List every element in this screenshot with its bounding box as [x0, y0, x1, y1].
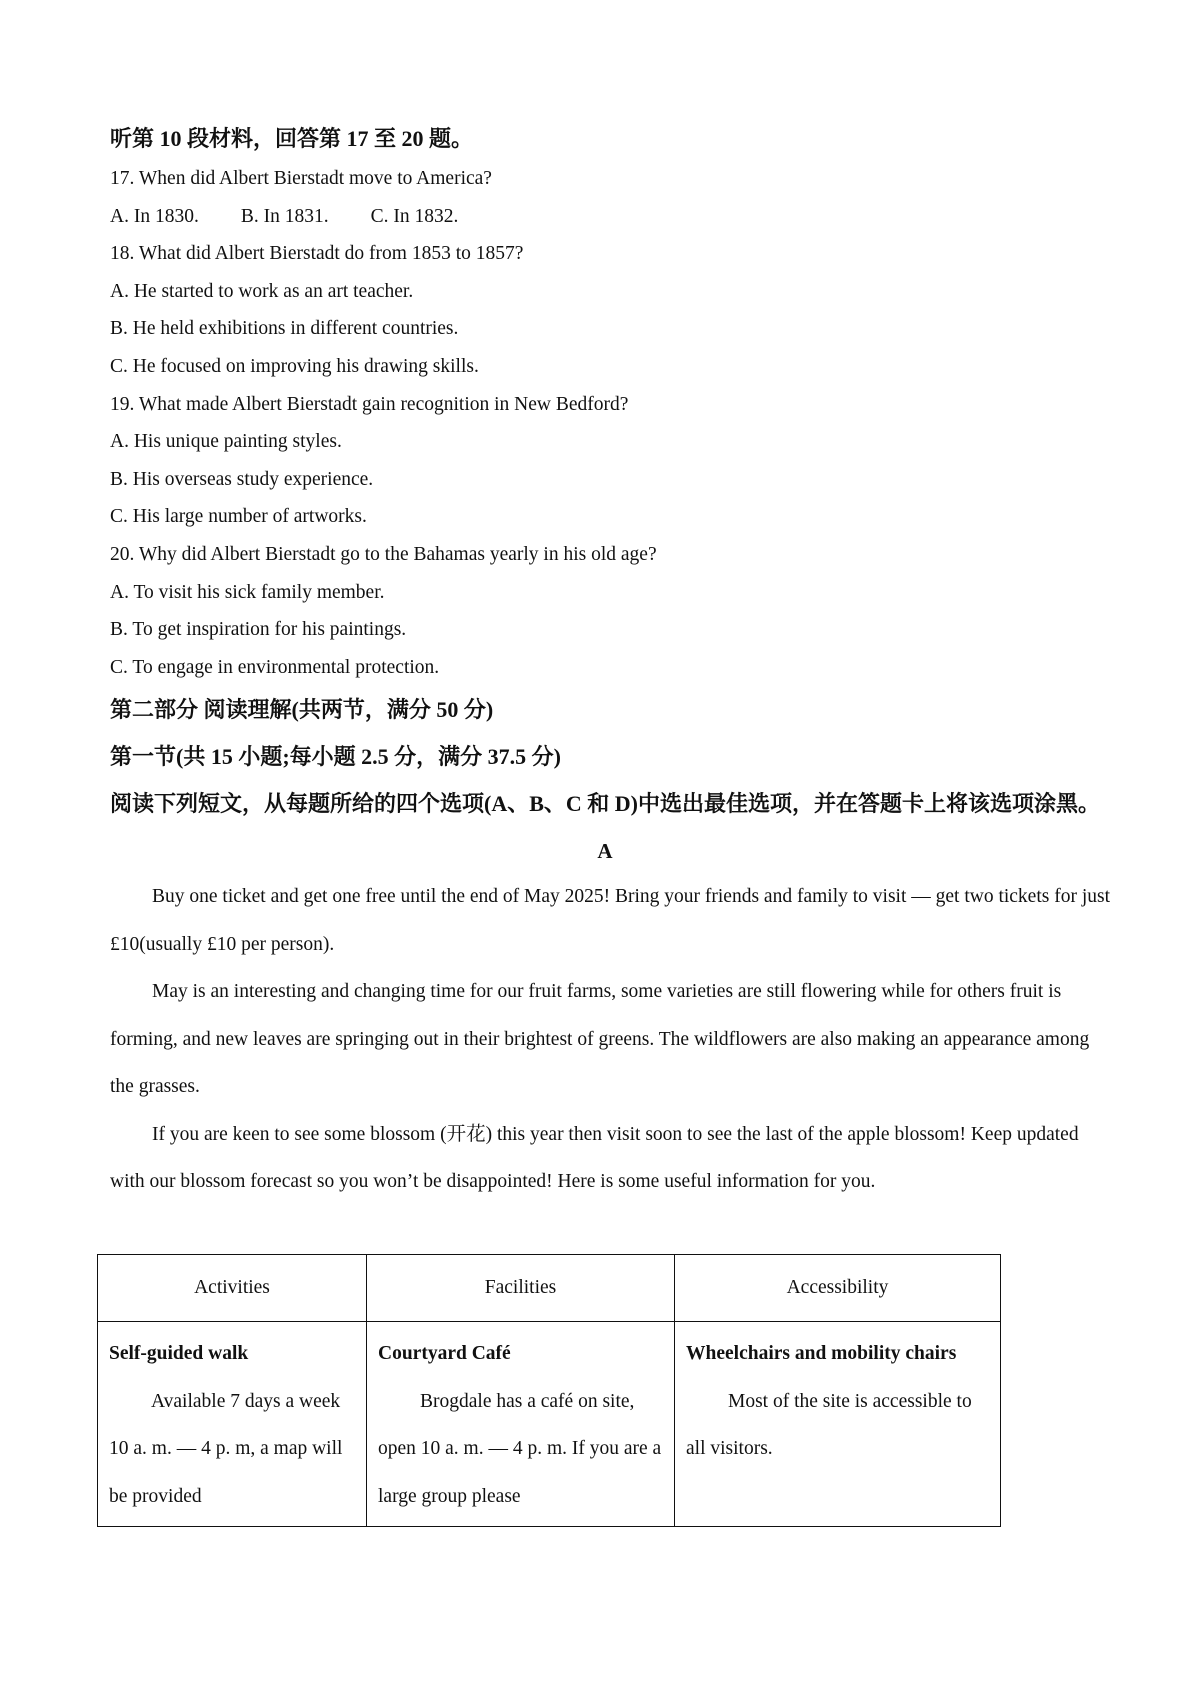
reading-instruction: 阅读下列短文，从每题所给的四个选项(A、B、C 和 D)中选出最佳选项，并在答题卡上将该选项涂黑。 — [110, 791, 1100, 817]
option-18c: C. He focused on improving his drawing skills. — [110, 355, 479, 377]
cell-title: Courtyard Café — [378, 1343, 511, 1364]
cell-title: Wheelchairs and mobility chairs — [686, 1343, 957, 1364]
option-20b: B. To get inspiration for his paintings. — [110, 619, 407, 641]
question-17-options — [110, 198, 1110, 236]
passage-paragraph-3: If you are keen to see some blossom (开花) this year then visit soon to see the last of the apple blossom! Keep updated with our blossom forecast so you won’t be disappointed! Here is some useful information for you. — [110, 1123, 1079, 1193]
table-cell-accessibility — [675, 1322, 1001, 1527]
page-content — [110, 118, 1110, 1206]
listening-heading: 听第 10 段材料，回答第 17 至 20 题。 — [110, 126, 474, 151]
header-activities: Activities — [98, 1255, 367, 1322]
header-accessibility: Accessibility — [675, 1255, 1001, 1322]
option-20a: A. To visit his sick family member. — [110, 581, 385, 603]
option-17a: A. In 1830. — [110, 205, 199, 227]
option-18a: A. He started to work as an art teacher. — [110, 280, 414, 302]
cell-text: Brogdale has a café on site, open 10 a. m. — 4 p. m. If you are a large group please — [378, 1390, 662, 1507]
header-facilities: Facilities — [367, 1255, 675, 1322]
passage-paragraph-1: Buy one ticket and get one free until the end of May 2025! Bring your friends and family to visit — get two tickets for just £10(usually £10 per person). — [110, 886, 1111, 955]
option-19c: C. His large number of artworks. — [110, 506, 367, 528]
option-17c: C. In 1832. — [370, 205, 459, 227]
option-20c: C. To engage in environmental protection. — [110, 656, 440, 678]
passage-title: A — [597, 839, 613, 864]
option-19b: B. His overseas study experience. — [110, 468, 374, 490]
cell-text: Most of the site is accessible to all visitors. — [686, 1390, 972, 1459]
option-18b: B. He held exhibitions in different countries. — [110, 318, 459, 340]
question-19: 19. What made Albert Bierstadt gain recognition in New Bedford? — [110, 393, 629, 415]
passage-paragraph-2: May is an interesting and changing time for our fruit farms, some varieties are still flowering while for others fruit is forming, and new leaves are springing out in their brightest of greens. The wildflowers are also making an appearance among the grasses. — [110, 981, 1090, 1098]
cell-text: Available 7 days a week 10 a. m. — 4 p. m, a map will be provided — [109, 1390, 343, 1507]
section-one-heading: 第一节(共 15 小题;每小题 2.5 分，满分 37.5 分) — [110, 744, 561, 770]
table-row — [98, 1322, 1001, 1527]
option-19a: A. His unique painting styles. — [110, 431, 342, 453]
info-table — [97, 1254, 1001, 1527]
table-header-row — [98, 1255, 1001, 1322]
part-two-heading: 第二部分 阅读理解(共两节，满分 50 分) — [110, 697, 494, 723]
question-20: 20. Why did Albert Bierstadt go to the Bahamas yearly in his old age? — [110, 543, 657, 565]
option-17b: B. In 1831. — [240, 205, 329, 227]
question-18: 18. What did Albert Bierstadt do from 1853 to 1857? — [110, 243, 524, 265]
question-17: 17. When did Albert Bierstadt move to America? — [110, 168, 492, 189]
table-cell-activities — [98, 1322, 367, 1527]
table-cell-facilities — [367, 1322, 675, 1527]
cell-title: Self-guided walk — [109, 1343, 249, 1364]
